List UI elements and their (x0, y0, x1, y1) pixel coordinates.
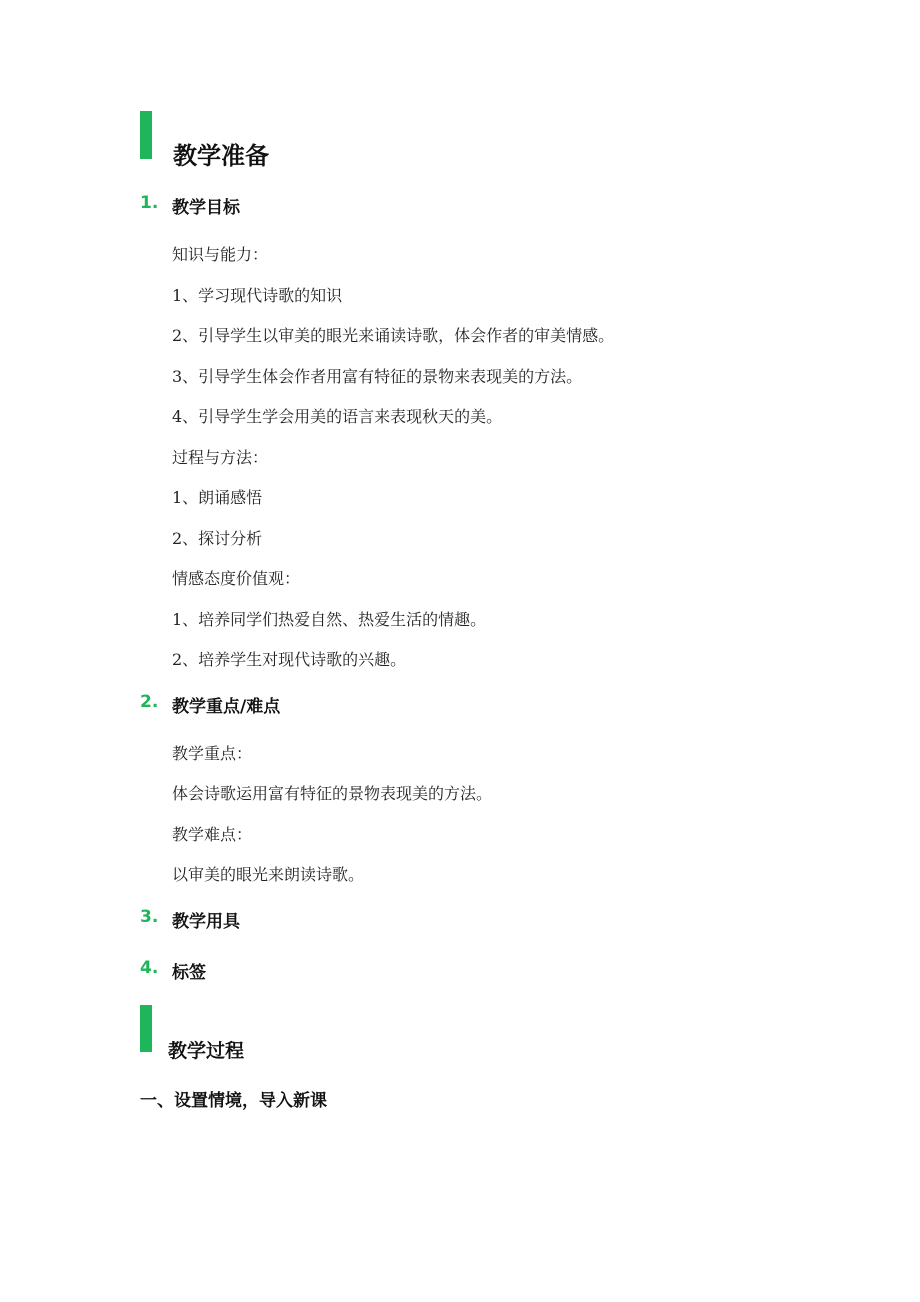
keypoints-line: 教学难点： (172, 825, 253, 844)
keypoints-line: 以审美的眼光来朗读诗歌。 (172, 865, 365, 884)
goals-line: 3、引导学生体会作者用富有特征的景物来表现美的方法。 (172, 367, 583, 386)
section-title-tools: 教学用具 (172, 912, 240, 932)
section-number: 4. (140, 958, 159, 978)
keypoints-line: 体会诗歌运用富有特征的景物表现美的方法。 (172, 784, 493, 803)
heading-accent-bar (140, 1005, 152, 1052)
goals-line: 2、培养学生对现代诗歌的兴趣。 (172, 650, 407, 669)
goals-line: 知识与能力： (172, 245, 269, 264)
heading-teaching-process: 教学过程 (168, 1040, 245, 1062)
goals-line: 4、引导学生学会用美的语言来表现秋天的美。 (172, 407, 503, 426)
keypoints-line: 教学重点： (172, 744, 253, 763)
goals-line: 情感态度价值观： (172, 569, 301, 588)
subheading-intro: 一、设置情境，导入新课 (140, 1091, 327, 1111)
goals-line: 过程与方法： (172, 448, 269, 467)
section-number: 3. (140, 907, 159, 927)
section-number: 2. (140, 692, 159, 712)
section-title-tags: 标签 (172, 963, 206, 983)
section-title-keypoints: 教学重点/难点 (172, 697, 281, 717)
section-number: 1. (140, 193, 159, 213)
goals-line: 2、探讨分析 (172, 529, 263, 548)
goals-line: 1、学习现代诗歌的知识 (172, 286, 343, 305)
heading-teaching-preparation: 教学准备 (173, 142, 269, 170)
goals-line: 1、培养同学们热爱自然、热爱生活的情趣。 (172, 610, 487, 629)
goals-line: 2、引导学生以审美的眼光来诵读诗歌，体会作者的审美情感。 (172, 326, 615, 345)
section-title-goals: 教学目标 (172, 198, 240, 218)
goals-line: 1、朗诵感悟 (172, 488, 263, 507)
heading-accent-bar (140, 111, 152, 159)
